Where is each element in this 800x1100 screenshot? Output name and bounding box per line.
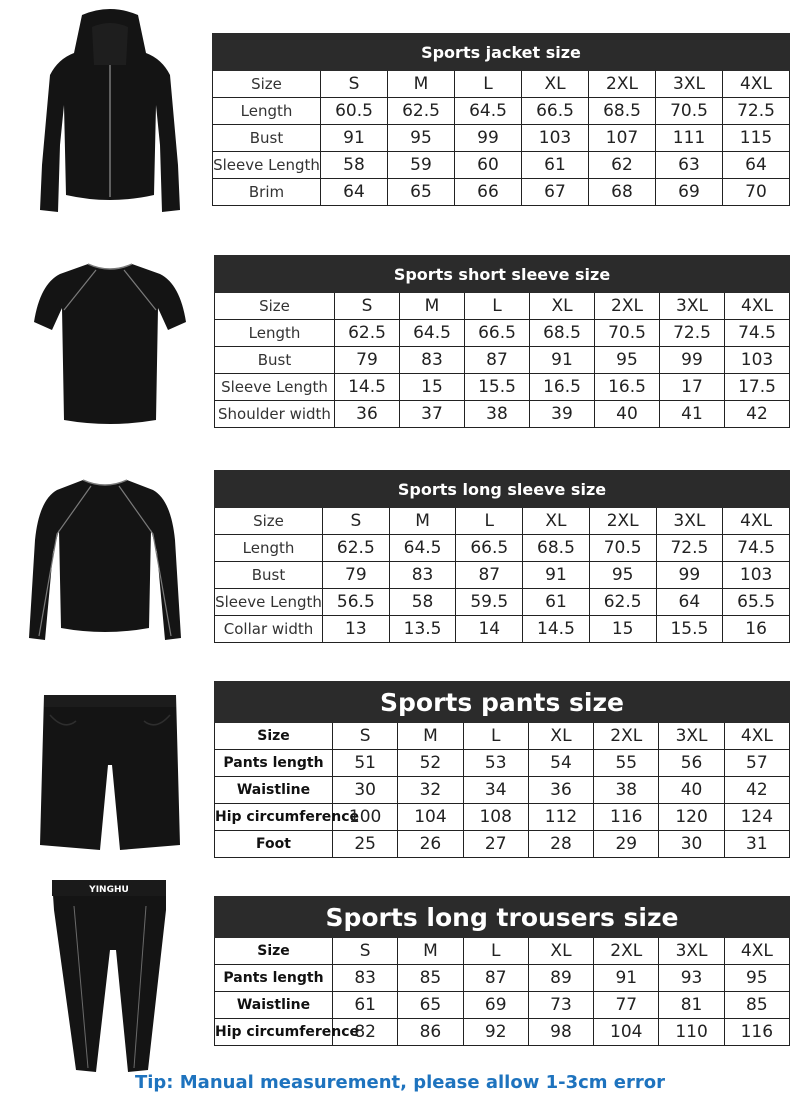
- value-cell: 72.5: [656, 535, 723, 562]
- value-cell: 65: [388, 179, 455, 206]
- value-cell: 62.5: [335, 320, 400, 347]
- value-cell: 116: [724, 1019, 789, 1046]
- row-label: Brim: [213, 179, 321, 206]
- value-cell: 95: [589, 562, 656, 589]
- value-cell: 56.5: [323, 589, 390, 616]
- value-cell: 36: [335, 401, 400, 428]
- value-cell: 108: [463, 804, 528, 831]
- long-sleeve-shirt-image: [25, 470, 185, 650]
- size-cell: S: [323, 508, 390, 535]
- table-row: [213, 98, 790, 125]
- size-cell: XL: [530, 293, 595, 320]
- table-row: [215, 401, 790, 428]
- value-cell: 38: [465, 401, 530, 428]
- size-cell: L: [463, 938, 528, 965]
- size-header: Size: [215, 508, 323, 535]
- jacket-size-table: [212, 33, 790, 206]
- pants-size-table: [214, 681, 790, 858]
- value-cell: 64: [321, 179, 388, 206]
- value-cell: 98: [528, 1019, 593, 1046]
- size-cell: 3XL: [660, 293, 725, 320]
- value-cell: 85: [398, 965, 463, 992]
- size-cell: 2XL: [595, 293, 660, 320]
- row-label: Waistline: [215, 777, 333, 804]
- value-cell: 61: [523, 589, 590, 616]
- value-cell: 64.5: [455, 98, 522, 125]
- size-cell: S: [335, 293, 400, 320]
- value-cell: 82: [333, 1019, 398, 1046]
- value-cell: 53: [463, 750, 528, 777]
- long-trousers-image: [30, 870, 190, 1075]
- size-cell: 3XL: [656, 508, 723, 535]
- value-cell: 14: [456, 616, 523, 643]
- value-cell: 66.5: [456, 535, 523, 562]
- table-row: [215, 320, 790, 347]
- size-cell: XL: [523, 508, 590, 535]
- value-cell: 16.5: [595, 374, 660, 401]
- row-label: Waistline: [215, 992, 333, 1019]
- value-cell: 91: [523, 562, 590, 589]
- value-cell: 52: [398, 750, 463, 777]
- table-row: [215, 562, 790, 589]
- value-cell: 39: [530, 401, 595, 428]
- value-cell: 30: [659, 831, 724, 858]
- value-cell: 64: [656, 589, 723, 616]
- value-cell: 89: [528, 965, 593, 992]
- value-cell: 104: [398, 804, 463, 831]
- row-label: Sleeve Length: [215, 374, 335, 401]
- table-row: [213, 179, 790, 206]
- value-cell: 68.5: [523, 535, 590, 562]
- value-cell: 92: [463, 1019, 528, 1046]
- size-cell: L: [465, 293, 530, 320]
- long-trousers-size-table: [214, 896, 790, 1046]
- table-row: [213, 71, 790, 98]
- value-cell: 70: [723, 179, 790, 206]
- size-cell: M: [398, 938, 463, 965]
- table-title: Sports short sleeve size: [215, 256, 790, 293]
- value-cell: 95: [388, 125, 455, 152]
- table-row: [215, 804, 790, 831]
- value-cell: 42: [725, 401, 790, 428]
- value-cell: 40: [595, 401, 660, 428]
- size-cell: M: [389, 508, 456, 535]
- size-cell: 3XL: [659, 938, 724, 965]
- value-cell: 66.5: [522, 98, 589, 125]
- value-cell: 85: [724, 992, 789, 1019]
- value-cell: 63: [656, 152, 723, 179]
- short-sleeve-shirt-image: [30, 252, 190, 427]
- table-row: [215, 938, 790, 965]
- table-row: [215, 374, 790, 401]
- value-cell: 62.5: [388, 98, 455, 125]
- size-cell: XL: [528, 938, 593, 965]
- table-row: [215, 535, 790, 562]
- row-label: Pants length: [215, 965, 333, 992]
- value-cell: 70.5: [589, 535, 656, 562]
- row-label: Length: [213, 98, 321, 125]
- value-cell: 83: [400, 347, 465, 374]
- row-label: Length: [215, 320, 335, 347]
- value-cell: 124: [724, 804, 789, 831]
- size-header: Size: [215, 293, 335, 320]
- measurement-tip: Tip: Manual measurement, please allow 1-3cm error: [134, 1072, 666, 1093]
- size-cell: 4XL: [725, 293, 790, 320]
- row-label: Bust: [213, 125, 321, 152]
- size-cell: 2XL: [594, 723, 659, 750]
- row-label: Foot: [215, 831, 333, 858]
- table-row: [215, 965, 790, 992]
- value-cell: 17.5: [725, 374, 790, 401]
- value-cell: 74.5: [725, 320, 790, 347]
- value-cell: 15.5: [465, 374, 530, 401]
- value-cell: 55: [594, 750, 659, 777]
- size-cell: S: [321, 71, 388, 98]
- value-cell: 37: [400, 401, 465, 428]
- size-header: Size: [215, 723, 333, 750]
- value-cell: 79: [335, 347, 400, 374]
- value-cell: 54: [528, 750, 593, 777]
- value-cell: 26: [398, 831, 463, 858]
- value-cell: 99: [656, 562, 723, 589]
- size-cell: M: [398, 723, 463, 750]
- table-row: [215, 750, 790, 777]
- value-cell: 120: [659, 804, 724, 831]
- value-cell: 64: [723, 152, 790, 179]
- table-row: [215, 616, 790, 643]
- size-cell: M: [388, 71, 455, 98]
- table-row: [215, 347, 790, 374]
- value-cell: 66.5: [465, 320, 530, 347]
- value-cell: 16.5: [530, 374, 595, 401]
- value-cell: 64.5: [400, 320, 465, 347]
- value-cell: 62.5: [589, 589, 656, 616]
- value-cell: 17: [660, 374, 725, 401]
- row-label: Collar width: [215, 616, 323, 643]
- size-cell: L: [456, 508, 523, 535]
- size-cell: L: [455, 71, 522, 98]
- value-cell: 68: [589, 179, 656, 206]
- value-cell: 93: [659, 965, 724, 992]
- table-row: [215, 777, 790, 804]
- value-cell: 16: [723, 616, 790, 643]
- value-cell: 70.5: [656, 98, 723, 125]
- value-cell: 57: [724, 750, 789, 777]
- table-title: Sports pants size: [215, 682, 790, 723]
- value-cell: 69: [463, 992, 528, 1019]
- size-cell: XL: [528, 723, 593, 750]
- value-cell: 103: [522, 125, 589, 152]
- size-cell: 3XL: [659, 723, 724, 750]
- value-cell: 31: [724, 831, 789, 858]
- value-cell: 61: [333, 992, 398, 1019]
- value-cell: 15: [400, 374, 465, 401]
- value-cell: 103: [725, 347, 790, 374]
- value-cell: 81: [659, 992, 724, 1019]
- value-cell: 64.5: [389, 535, 456, 562]
- size-header: Size: [215, 938, 333, 965]
- short-sleeve-size-table: [214, 255, 790, 428]
- value-cell: 65: [398, 992, 463, 1019]
- table-row: [215, 1019, 790, 1046]
- value-cell: 65.5: [723, 589, 790, 616]
- value-cell: 40: [659, 777, 724, 804]
- trousers-waistband-text: YINGHU: [89, 885, 129, 895]
- value-cell: 83: [333, 965, 398, 992]
- size-cell: 2XL: [589, 71, 656, 98]
- row-label: Sleeve Length: [215, 589, 323, 616]
- value-cell: 59: [388, 152, 455, 179]
- value-cell: 112: [528, 804, 593, 831]
- value-cell: 83: [389, 562, 456, 589]
- value-cell: 60: [455, 152, 522, 179]
- size-cell: 2XL: [589, 508, 656, 535]
- table-row: [215, 831, 790, 858]
- value-cell: 79: [323, 562, 390, 589]
- value-cell: 62.5: [323, 535, 390, 562]
- value-cell: 61: [522, 152, 589, 179]
- table-title: Sports long sleeve size: [215, 471, 790, 508]
- row-label: Sleeve Length: [213, 152, 321, 179]
- value-cell: 62: [589, 152, 656, 179]
- size-cell: S: [333, 938, 398, 965]
- value-cell: 91: [530, 347, 595, 374]
- value-cell: 32: [398, 777, 463, 804]
- row-label: Length: [215, 535, 323, 562]
- value-cell: 87: [465, 347, 530, 374]
- value-cell: 103: [723, 562, 790, 589]
- value-cell: 74.5: [723, 535, 790, 562]
- value-cell: 38: [594, 777, 659, 804]
- value-cell: 36: [528, 777, 593, 804]
- value-cell: 110: [659, 1019, 724, 1046]
- value-cell: 15: [589, 616, 656, 643]
- row-label: Bust: [215, 562, 323, 589]
- value-cell: 27: [463, 831, 528, 858]
- value-cell: 25: [333, 831, 398, 858]
- value-cell: 99: [660, 347, 725, 374]
- value-cell: 30: [333, 777, 398, 804]
- value-cell: 14.5: [335, 374, 400, 401]
- value-cell: 58: [321, 152, 388, 179]
- value-cell: 41: [660, 401, 725, 428]
- value-cell: 51: [333, 750, 398, 777]
- value-cell: 91: [594, 965, 659, 992]
- value-cell: 91: [321, 125, 388, 152]
- value-cell: 95: [595, 347, 660, 374]
- table-row: [215, 508, 790, 535]
- row-label: Pants length: [215, 750, 333, 777]
- value-cell: 29: [594, 831, 659, 858]
- size-cell: 4XL: [723, 508, 790, 535]
- table-row: [213, 125, 790, 152]
- size-cell: XL: [522, 71, 589, 98]
- size-header: Size: [213, 71, 321, 98]
- row-label: Hip circumference: [215, 1019, 333, 1046]
- size-cell: 3XL: [656, 71, 723, 98]
- size-cell: 2XL: [594, 938, 659, 965]
- value-cell: 59.5: [456, 589, 523, 616]
- value-cell: 104: [594, 1019, 659, 1046]
- value-cell: 34: [463, 777, 528, 804]
- table-row: [215, 589, 790, 616]
- value-cell: 66: [455, 179, 522, 206]
- value-cell: 60.5: [321, 98, 388, 125]
- value-cell: 116: [594, 804, 659, 831]
- value-cell: 72.5: [723, 98, 790, 125]
- value-cell: 14.5: [523, 616, 590, 643]
- value-cell: 69: [656, 179, 723, 206]
- size-cell: S: [333, 723, 398, 750]
- value-cell: 42: [724, 777, 789, 804]
- value-cell: 56: [659, 750, 724, 777]
- value-cell: 13.5: [389, 616, 456, 643]
- value-cell: 15.5: [656, 616, 723, 643]
- long-sleeve-size-table: [214, 470, 790, 643]
- table-title: Sports jacket size: [213, 34, 790, 71]
- table-row: [215, 723, 790, 750]
- shorts-image: [30, 685, 190, 860]
- value-cell: 28: [528, 831, 593, 858]
- value-cell: 87: [463, 965, 528, 992]
- size-cell: L: [463, 723, 528, 750]
- row-label: Shoulder width: [215, 401, 335, 428]
- table-row: [213, 152, 790, 179]
- value-cell: 111: [656, 125, 723, 152]
- value-cell: 73: [528, 992, 593, 1019]
- value-cell: 95: [724, 965, 789, 992]
- value-cell: 87: [456, 562, 523, 589]
- row-label: Hip circumference: [215, 804, 333, 831]
- size-cell: M: [400, 293, 465, 320]
- size-cell: 4XL: [723, 71, 790, 98]
- jacket-image: [30, 5, 190, 220]
- value-cell: 77: [594, 992, 659, 1019]
- value-cell: 70.5: [595, 320, 660, 347]
- value-cell: 67: [522, 179, 589, 206]
- value-cell: 115: [723, 125, 790, 152]
- value-cell: 58: [389, 589, 456, 616]
- value-cell: 86: [398, 1019, 463, 1046]
- value-cell: 107: [589, 125, 656, 152]
- value-cell: 13: [323, 616, 390, 643]
- value-cell: 72.5: [660, 320, 725, 347]
- size-cell: 4XL: [724, 938, 789, 965]
- value-cell: 68.5: [589, 98, 656, 125]
- value-cell: 99: [455, 125, 522, 152]
- row-label: Bust: [215, 347, 335, 374]
- table-title: Sports long trousers size: [215, 897, 790, 938]
- value-cell: 100: [333, 804, 398, 831]
- table-row: [215, 992, 790, 1019]
- value-cell: 68.5: [530, 320, 595, 347]
- table-row: [215, 293, 790, 320]
- size-cell: 4XL: [724, 723, 789, 750]
